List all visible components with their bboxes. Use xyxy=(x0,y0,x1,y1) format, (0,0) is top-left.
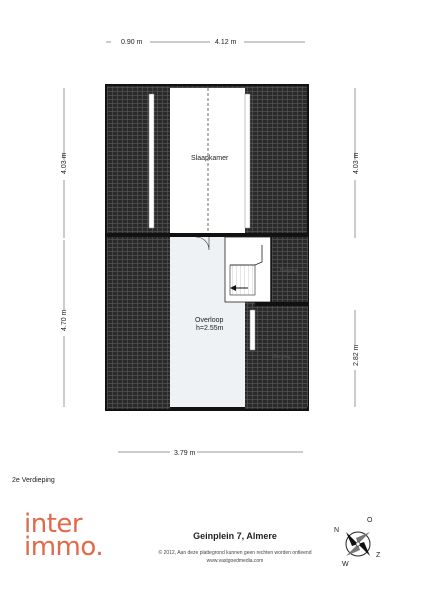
website-link[interactable]: www.vastgoedmedia.com xyxy=(206,558,264,564)
bedroom-label: Slaapkamer xyxy=(191,155,229,162)
dim-left-lower: 4.70 m xyxy=(61,309,68,331)
berging-divider xyxy=(255,302,308,306)
dim-top-right: 4.12 m xyxy=(215,39,237,46)
copyright-notice: © 2012, Aan deze plattegrond kunnen geen rechten worden ontleend xyxy=(158,550,312,556)
berging-label-2: Berging xyxy=(273,354,291,360)
logo-line-1: inter xyxy=(24,509,83,539)
dim-right-upper: 4.03 m xyxy=(353,152,360,174)
landing-height-label: h=2.55m xyxy=(196,325,224,332)
dim-right-lower: 2.82 m xyxy=(353,344,360,366)
skylight-lower xyxy=(250,310,255,350)
logo-line-2: immo. xyxy=(24,532,104,562)
landing-label: Overloop xyxy=(195,317,224,324)
floor-label: 2e Verdieping xyxy=(12,477,55,484)
stair-treads xyxy=(230,265,255,295)
dim-left-upper: 4.03 m xyxy=(61,152,68,174)
compass-w: W xyxy=(342,561,349,568)
bottom-wall xyxy=(170,407,245,410)
address-title: Geinplein 7, Almere xyxy=(193,531,277,541)
skylight-left xyxy=(149,94,154,228)
dim-bottom: 3.79 m xyxy=(174,450,196,457)
skylight-right xyxy=(245,94,250,228)
dim-top-left: 0.90 m xyxy=(121,39,143,46)
compass-n: N xyxy=(334,527,340,534)
compass-z: Z xyxy=(376,552,381,559)
berging-label-1: Berging xyxy=(280,268,298,274)
compass-o: O xyxy=(367,517,373,524)
partition-wall xyxy=(106,233,308,237)
